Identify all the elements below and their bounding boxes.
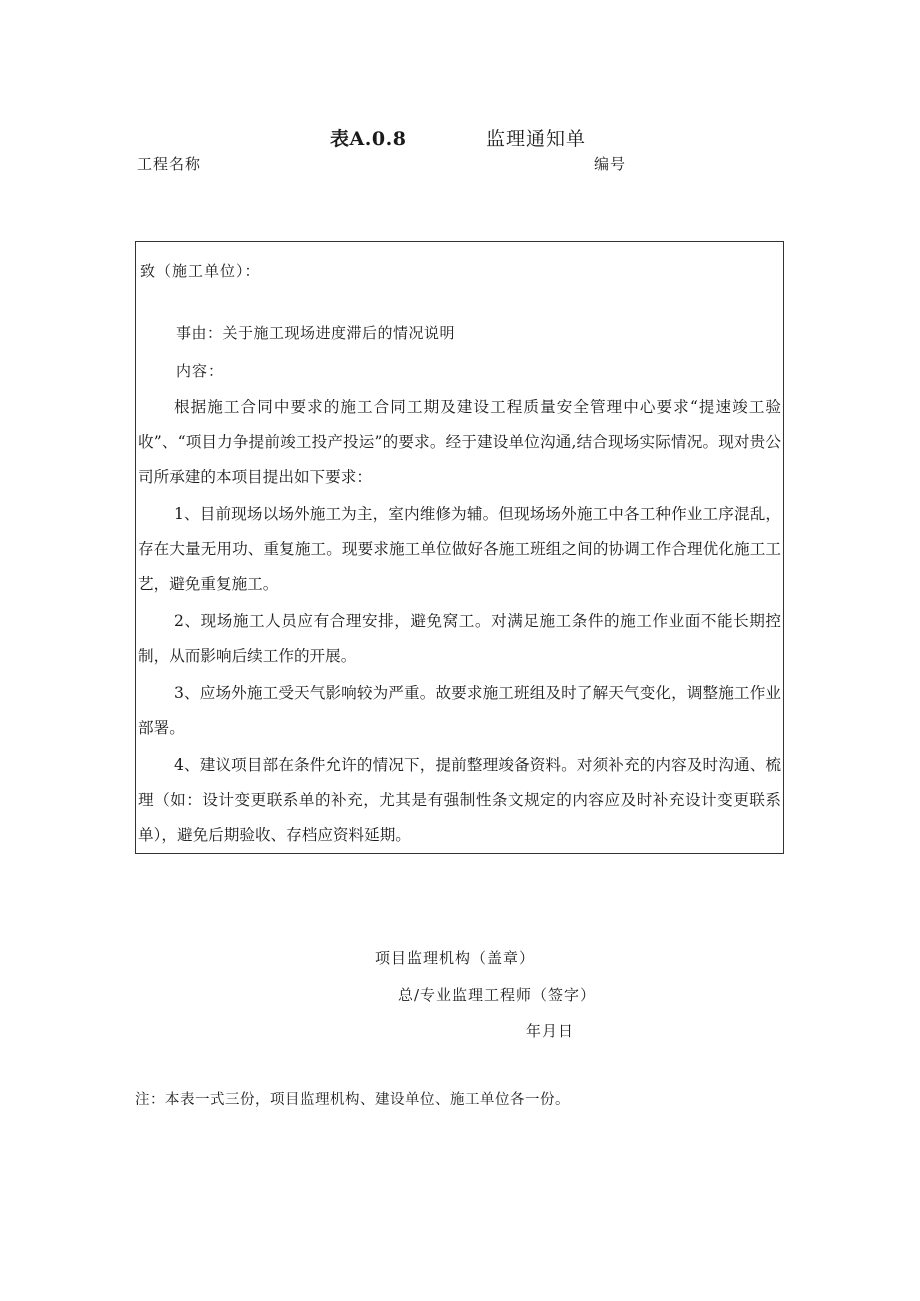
number-label: 编号 bbox=[594, 155, 627, 173]
supervision-org-seal: 项目监理机构（盖章） bbox=[375, 949, 536, 967]
form-title: 监理通知单 bbox=[486, 128, 587, 150]
content-paragraph-4: 4、建议项目部在条件允许的情况下，提前整理竣备资料。对须补充的内容及时沟通、梳理（如：设计变更联系单的补充，尤其是有强制性条文规定的内容应及时补充设计变更联系单），避免后期验收、存档应资料延期。 bbox=[138, 756, 781, 844]
notice-content-box bbox=[135, 241, 784, 854]
content-label: 内容： bbox=[176, 362, 225, 380]
form-title-row bbox=[0, 124, 920, 154]
date-line: 年月日 bbox=[526, 1022, 575, 1040]
content-paragraph-intro: 根据施工合同中要求的施工合同工期及建设工程质量安全管理中心要求“提速竣工验收”、“项目力争提前竣工投产投运”的要求。经于建设单位沟通,结合现场实际情况。现对贵公司所承建的本项目提出如下要求： bbox=[138, 398, 781, 486]
recipient-line: 致（施工单位）： bbox=[140, 262, 261, 280]
content-paragraph-1: 1、目前现场以场外施工为主，室内维修为辅。但现场场外施工中各工种作业工序混乱，存在大量无用功、重复施工。现要求施工单位做好各施工班组之间的协调工作合理优化施工工艺，避免重复施工。 bbox=[138, 505, 781, 593]
content-paragraph-3: 3、应场外施工受天气影响较为严重。故要求施工班组及时了解天气变化，调整施工作业部署。 bbox=[138, 684, 781, 737]
engineer-signature: 总/专业监理工程师（签字） bbox=[398, 986, 597, 1004]
form-number: 表A.0.8 bbox=[330, 128, 407, 150]
project-name-label: 工程名称 bbox=[137, 155, 202, 173]
subject-line: 事由：关于施工现场进度滞后的情况说明 bbox=[176, 324, 456, 342]
content-paragraph-2: 2、现场施工人员应有合理安排，避免窝工。对满足施工条件的施工作业面不能长期控制，从而影响后续工作的开展。 bbox=[138, 612, 781, 665]
footer-note: 注：本表一式三份，项目监理机构、建设单位、施工单位各一份。 bbox=[135, 1092, 570, 1108]
